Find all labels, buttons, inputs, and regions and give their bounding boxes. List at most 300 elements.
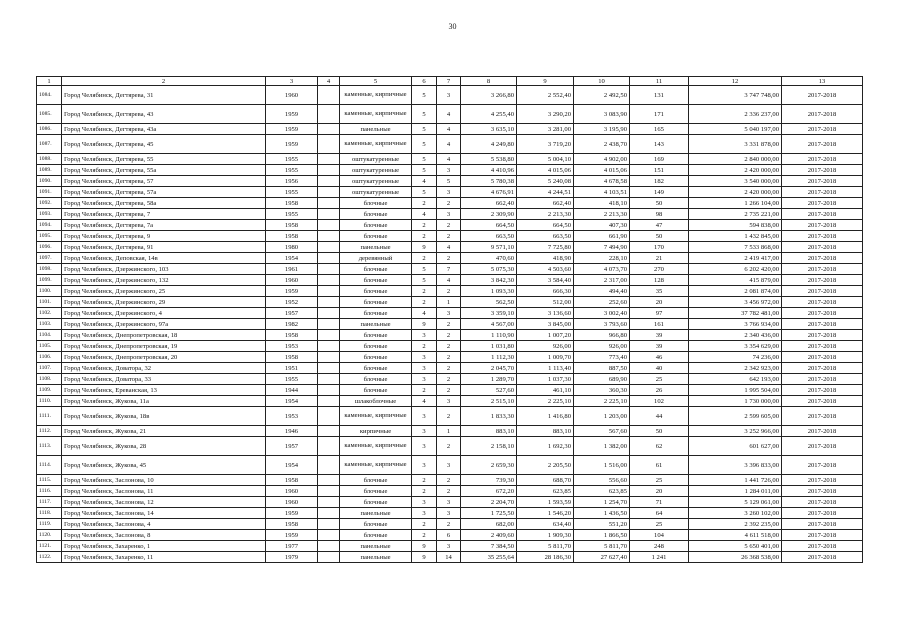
residents-cell: 165	[630, 124, 689, 135]
blank-col-4-cell	[318, 363, 340, 374]
wall-material-cell: блочные	[340, 385, 412, 396]
wall-material-cell: панельные	[340, 242, 412, 253]
repair-period-cell: 2017-2018	[782, 552, 863, 563]
living-area-cell: 2 552,40	[517, 86, 574, 105]
repair-period-cell: 2017-2018	[782, 341, 863, 352]
row-number-cell: 1121.	[37, 541, 62, 552]
blank-col-4-cell	[318, 352, 340, 363]
residents-cell: 50	[630, 198, 689, 209]
row-number-cell: 1100.	[37, 286, 62, 297]
entrances-cell: 2	[437, 341, 461, 352]
wall-material-cell: блочные	[340, 220, 412, 231]
repair-period-cell: 2017-2018	[782, 86, 863, 105]
address-cell: Город Челябинск, Заслонова, 8	[62, 530, 266, 541]
table-row	[37, 486, 863, 497]
row-number-cell: 1092.	[37, 198, 62, 209]
year-built-cell: 1955	[266, 154, 318, 165]
repair-period-cell: 2017-2018	[782, 330, 863, 341]
address-cell: Город Челябинск, Дзержинского, 4	[62, 308, 266, 319]
total-area-cell: 672,20	[461, 486, 517, 497]
blank-col-4-cell	[318, 396, 340, 407]
row-number-cell: 1085.	[37, 105, 62, 124]
row-number-cell: 1115.	[37, 475, 62, 486]
floors-cell: 2	[412, 297, 437, 308]
entrances-cell: 2	[437, 486, 461, 497]
living-area-cell: 5 004,10	[517, 154, 574, 165]
repair-period-cell: 2017-2018	[782, 135, 863, 154]
wall-material-cell: блочные	[340, 231, 412, 242]
year-built-cell: 1944	[266, 385, 318, 396]
column-header-12: 12	[689, 77, 782, 86]
entrances-cell: 3	[437, 456, 461, 475]
repair-period-cell: 2017-2018	[782, 286, 863, 297]
year-built-cell: 1959	[266, 508, 318, 519]
living-area-cell: 666,30	[517, 286, 574, 297]
entrances-cell: 2	[437, 407, 461, 426]
repair-cost-cell: 1 284 011,00	[689, 486, 782, 497]
repair-period-cell: 2017-2018	[782, 426, 863, 437]
entrances-cell: 3	[437, 165, 461, 176]
residential-area-cell: 1 866,50	[574, 530, 630, 541]
repair-cost-cell: 7 533 868,00	[689, 242, 782, 253]
blank-col-4-cell	[318, 341, 340, 352]
row-number-cell: 1103.	[37, 319, 62, 330]
row-number-cell: 1098.	[37, 264, 62, 275]
year-built-cell: 1954	[266, 253, 318, 264]
residential-area-cell: 1 516,00	[574, 456, 630, 475]
table-row	[37, 341, 863, 352]
repair-cost-cell: 2 420 000,00	[689, 187, 782, 198]
living-area-cell: 4 015,06	[517, 165, 574, 176]
floors-cell: 5	[412, 154, 437, 165]
floors-cell: 5	[412, 135, 437, 154]
address-cell: Город Челябинск, Доватора, 33	[62, 374, 266, 385]
repair-period-cell: 2017-2018	[782, 407, 863, 426]
wall-material-cell: блочные	[340, 330, 412, 341]
row-number-cell: 1109.	[37, 385, 62, 396]
living-area-cell: 2 225,10	[517, 396, 574, 407]
residential-area-cell: 252,60	[574, 297, 630, 308]
address-cell: Город Челябинск, Жукова, 28	[62, 437, 266, 456]
table-row	[37, 541, 863, 552]
blank-col-4-cell	[318, 198, 340, 209]
entrances-cell: 3	[437, 86, 461, 105]
residents-cell: 61	[630, 456, 689, 475]
residential-area-cell: 27 627,40	[574, 552, 630, 563]
living-area-cell: 28 186,30	[517, 552, 574, 563]
repair-period-cell: 2017-2018	[782, 231, 863, 242]
total-area-cell: 562,50	[461, 297, 517, 308]
row-number-cell: 1112.	[37, 426, 62, 437]
year-built-cell: 1958	[266, 198, 318, 209]
repair-period-cell: 2017-2018	[782, 154, 863, 165]
residents-cell: 98	[630, 209, 689, 220]
repair-period-cell: 2017-2018	[782, 374, 863, 385]
repair-cost-cell: 5 129 061,00	[689, 497, 782, 508]
blank-col-4-cell	[318, 508, 340, 519]
table-row	[37, 297, 863, 308]
residential-area-cell: 4 902,00	[574, 154, 630, 165]
wall-material-cell: блочные	[340, 275, 412, 286]
total-area-cell: 4 567,00	[461, 319, 517, 330]
repair-period-cell: 2017-2018	[782, 508, 863, 519]
floors-cell: 2	[412, 519, 437, 530]
repair-cost-cell: 3 396 833,00	[689, 456, 782, 475]
year-built-cell: 1959	[266, 286, 318, 297]
column-header-11: 11	[630, 77, 689, 86]
floors-cell: 3	[412, 456, 437, 475]
wall-material-cell: блочные	[340, 519, 412, 530]
address-cell: Город Челябинск, Дегтярева, 31	[62, 86, 266, 105]
blank-col-4-cell	[318, 437, 340, 456]
row-number-cell: 1104.	[37, 330, 62, 341]
residential-area-cell: 360,30	[574, 385, 630, 396]
year-built-cell: 1960	[266, 86, 318, 105]
wall-material-cell: каменные, кирпичные	[340, 105, 412, 124]
living-area-cell: 5 811,70	[517, 541, 574, 552]
total-area-cell: 4 676,91	[461, 187, 517, 198]
row-number-cell: 1120.	[37, 530, 62, 541]
repair-period-cell: 2017-2018	[782, 352, 863, 363]
living-area-cell: 3 719,20	[517, 135, 574, 154]
residents-cell: 25	[630, 374, 689, 385]
address-cell: Город Челябинск, Ереванская, 13	[62, 385, 266, 396]
floors-cell: 3	[412, 508, 437, 519]
total-area-cell: 527,60	[461, 385, 517, 396]
total-area-cell: 1 093,30	[461, 286, 517, 297]
year-built-cell: 1959	[266, 105, 318, 124]
address-cell: Город Челябинск, Дегтярева, 7	[62, 209, 266, 220]
repair-cost-cell: 6 202 420,00	[689, 264, 782, 275]
column-header-8: 8	[461, 77, 517, 86]
residential-area-cell: 966,80	[574, 330, 630, 341]
repair-cost-cell: 3 354 629,00	[689, 341, 782, 352]
table-row	[37, 253, 863, 264]
total-area-cell: 2 515,10	[461, 396, 517, 407]
residential-area-cell: 1 254,70	[574, 497, 630, 508]
residents-cell: 46	[630, 352, 689, 363]
table-row	[37, 385, 863, 396]
repair-cost-cell: 1 266 104,00	[689, 198, 782, 209]
wall-material-cell: панельные	[340, 541, 412, 552]
year-built-cell: 1959	[266, 530, 318, 541]
year-built-cell: 1977	[266, 541, 318, 552]
year-built-cell: 1955	[266, 165, 318, 176]
total-area-cell: 3 359,10	[461, 308, 517, 319]
blank-col-4-cell	[318, 541, 340, 552]
total-area-cell: 663,50	[461, 231, 517, 242]
row-number-cell: 1117.	[37, 497, 62, 508]
residential-area-cell: 689,90	[574, 374, 630, 385]
residents-cell: 47	[630, 220, 689, 231]
residential-area-cell: 7 494,90	[574, 242, 630, 253]
address-cell: Город Челябинск, Дегтярева, 57а	[62, 187, 266, 198]
entrances-cell: 2	[437, 220, 461, 231]
total-area-cell: 7 384,50	[461, 541, 517, 552]
floors-cell: 2	[412, 530, 437, 541]
total-area-cell: 1 289,70	[461, 374, 517, 385]
address-cell: Город Челябинск, Дзержинского, 25	[62, 286, 266, 297]
wall-material-cell: каменные, кирпичные	[340, 86, 412, 105]
address-cell: Город Челябинск, Днепропетровская, 20	[62, 352, 266, 363]
entrances-cell: 2	[437, 437, 461, 456]
address-cell: Город Челябинск, Жукова, 45	[62, 456, 266, 475]
repair-period-cell: 2017-2018	[782, 456, 863, 475]
living-area-cell: 1 113,40	[517, 363, 574, 374]
header-row	[37, 77, 863, 86]
row-number-cell: 1084.	[37, 86, 62, 105]
row-number-cell: 1105.	[37, 341, 62, 352]
repair-cost-cell: 594 838,00	[689, 220, 782, 231]
year-built-cell: 1959	[266, 135, 318, 154]
entrances-cell: 5	[437, 176, 461, 187]
address-cell: Город Челябинск, Дзержинского, 97а	[62, 319, 266, 330]
repair-period-cell: 2017-2018	[782, 297, 863, 308]
total-area-cell: 2 659,30	[461, 456, 517, 475]
year-built-cell: 1958	[266, 475, 318, 486]
year-built-cell: 1961	[266, 264, 318, 275]
residential-area-cell: 556,60	[574, 475, 630, 486]
living-area-cell: 1 546,20	[517, 508, 574, 519]
living-area-cell: 4 244,51	[517, 187, 574, 198]
wall-material-cell: деревянный	[340, 253, 412, 264]
column-header-13: 13	[782, 77, 863, 86]
table-row	[37, 242, 863, 253]
wall-material-cell: панельные	[340, 508, 412, 519]
repair-period-cell: 2017-2018	[782, 437, 863, 456]
wall-material-cell: панельные	[340, 319, 412, 330]
table-row	[37, 426, 863, 437]
residents-cell: 21	[630, 253, 689, 264]
address-cell: Город Челябинск, Жукова, 18в	[62, 407, 266, 426]
total-area-cell: 35 255,64	[461, 552, 517, 563]
row-number-cell: 1111.	[37, 407, 62, 426]
entrances-cell: 2	[437, 363, 461, 374]
wall-material-cell: блочные	[340, 475, 412, 486]
blank-col-4-cell	[318, 426, 340, 437]
floors-cell: 5	[412, 264, 437, 275]
residential-area-cell: 773,40	[574, 352, 630, 363]
year-built-cell: 1951	[266, 363, 318, 374]
repair-cost-cell: 2 392 235,00	[689, 519, 782, 530]
residents-cell: 20	[630, 486, 689, 497]
year-built-cell: 1958	[266, 330, 318, 341]
blank-col-4-cell	[318, 154, 340, 165]
blank-col-4-cell	[318, 286, 340, 297]
total-area-cell: 682,00	[461, 519, 517, 530]
repair-period-cell: 2017-2018	[782, 176, 863, 187]
floors-cell: 3	[412, 363, 437, 374]
living-area-cell: 634,40	[517, 519, 574, 530]
total-area-cell: 664,50	[461, 220, 517, 231]
wall-material-cell: блочные	[340, 286, 412, 297]
blank-col-4-cell	[318, 297, 340, 308]
table-row	[37, 231, 863, 242]
repair-cost-cell: 2 419 417,00	[689, 253, 782, 264]
year-built-cell: 1958	[266, 352, 318, 363]
total-area-cell: 2 158,10	[461, 437, 517, 456]
repair-cost-cell: 642 193,00	[689, 374, 782, 385]
total-area-cell: 662,40	[461, 198, 517, 209]
floors-cell: 4	[412, 176, 437, 187]
floors-cell: 5	[412, 165, 437, 176]
table-row	[37, 530, 863, 541]
entrances-cell: 3	[437, 396, 461, 407]
row-number-cell: 1106.	[37, 352, 62, 363]
entrances-cell: 4	[437, 242, 461, 253]
row-number-cell: 1114.	[37, 456, 62, 475]
blank-col-4-cell	[318, 374, 340, 385]
floors-cell: 2	[412, 220, 437, 231]
living-area-cell: 1 909,30	[517, 530, 574, 541]
column-header-9: 9	[517, 77, 574, 86]
wall-material-cell: каменные, кирпичные	[340, 437, 412, 456]
table-row	[37, 508, 863, 519]
residential-area-cell: 551,20	[574, 519, 630, 530]
entrances-cell: 2	[437, 385, 461, 396]
row-number-cell: 1113.	[37, 437, 62, 456]
residents-cell: 182	[630, 176, 689, 187]
address-cell: Город Челябинск, Дегтярева, 57	[62, 176, 266, 187]
residents-cell: 39	[630, 330, 689, 341]
address-cell: Город Челябинск, Жукова, 11а	[62, 396, 266, 407]
living-area-cell: 5 240,08	[517, 176, 574, 187]
residential-area-cell: 228,10	[574, 253, 630, 264]
address-cell: Город Челябинск, Днепропетровская, 19	[62, 341, 266, 352]
blank-col-4-cell	[318, 264, 340, 275]
row-number-cell: 1099.	[37, 275, 62, 286]
entrances-cell: 2	[437, 475, 461, 486]
repair-period-cell: 2017-2018	[782, 396, 863, 407]
repair-period-cell: 2017-2018	[782, 209, 863, 220]
entrances-cell: 3	[437, 308, 461, 319]
year-built-cell: 1960	[266, 486, 318, 497]
table-row	[37, 319, 863, 330]
floors-cell: 4	[412, 396, 437, 407]
row-number-cell: 1101.	[37, 297, 62, 308]
total-area-cell: 2 309,90	[461, 209, 517, 220]
living-area-cell: 663,50	[517, 231, 574, 242]
total-area-cell: 3 266,80	[461, 86, 517, 105]
repair-period-cell: 2017-2018	[782, 220, 863, 231]
table-row	[37, 308, 863, 319]
entrances-cell: 4	[437, 154, 461, 165]
floors-cell: 2	[412, 341, 437, 352]
repair-cost-cell: 3 252 966,00	[689, 426, 782, 437]
living-area-cell: 926,00	[517, 341, 574, 352]
blank-col-4-cell	[318, 519, 340, 530]
address-cell: Город Челябинск, Захаренко, 11	[62, 552, 266, 563]
residential-area-cell: 418,10	[574, 198, 630, 209]
repair-period-cell: 2017-2018	[782, 264, 863, 275]
residential-area-cell: 4 073,70	[574, 264, 630, 275]
blank-col-4-cell	[318, 319, 340, 330]
residential-area-cell: 4 678,58	[574, 176, 630, 187]
table-row	[37, 456, 863, 475]
year-built-cell: 1958	[266, 220, 318, 231]
address-cell: Город Челябинск, Заслонова, 12	[62, 497, 266, 508]
wall-material-cell: оштукатуренные	[340, 176, 412, 187]
entrances-cell: 2	[437, 286, 461, 297]
table-row	[37, 374, 863, 385]
address-cell: Город Челябинск, Доватора, 32	[62, 363, 266, 374]
row-number-cell: 1090.	[37, 176, 62, 187]
wall-material-cell: блочные	[340, 341, 412, 352]
residential-area-cell: 1 382,00	[574, 437, 630, 456]
row-number-cell: 1086.	[37, 124, 62, 135]
repair-cost-cell: 2 420 000,00	[689, 165, 782, 176]
wall-material-cell: блочные	[340, 308, 412, 319]
living-area-cell: 3 281,00	[517, 124, 574, 135]
column-header-3: 3	[266, 77, 318, 86]
blank-col-4-cell	[318, 135, 340, 154]
row-number-cell: 1089.	[37, 165, 62, 176]
year-built-cell: 1979	[266, 552, 318, 563]
total-area-cell: 2 409,60	[461, 530, 517, 541]
wall-material-cell: блочные	[340, 530, 412, 541]
address-cell: Город Челябинск, Дегтярева, 7а	[62, 220, 266, 231]
row-number-cell: 1110.	[37, 396, 62, 407]
residents-cell: 270	[630, 264, 689, 275]
column-header-4: 4	[318, 77, 340, 86]
total-area-cell: 5 780,38	[461, 176, 517, 187]
repair-period-cell: 2017-2018	[782, 541, 863, 552]
blank-col-4-cell	[318, 220, 340, 231]
wall-material-cell: каменные, кирпичные	[340, 456, 412, 475]
living-area-cell: 3 584,40	[517, 275, 574, 286]
repair-cost-cell: 74 236,00	[689, 352, 782, 363]
living-area-cell: 623,85	[517, 486, 574, 497]
entrances-cell: 3	[437, 209, 461, 220]
column-header-10: 10	[574, 77, 630, 86]
residential-area-cell: 2 438,70	[574, 135, 630, 154]
residential-area-cell: 926,00	[574, 341, 630, 352]
residents-cell: 149	[630, 187, 689, 198]
total-area-cell: 1 110,90	[461, 330, 517, 341]
blank-col-4-cell	[318, 165, 340, 176]
living-area-cell: 3 136,60	[517, 308, 574, 319]
repair-period-cell: 2017-2018	[782, 187, 863, 198]
floors-cell: 3	[412, 437, 437, 456]
residents-cell: 26	[630, 385, 689, 396]
floors-cell: 2	[412, 286, 437, 297]
floors-cell: 4	[412, 209, 437, 220]
entrances-cell: 4	[437, 124, 461, 135]
repair-cost-cell: 415 879,00	[689, 275, 782, 286]
floors-cell: 2	[412, 385, 437, 396]
residents-cell: 25	[630, 475, 689, 486]
total-area-cell: 1 112,30	[461, 352, 517, 363]
address-cell: Город Челябинск, Деповская, 14в	[62, 253, 266, 264]
residents-cell: 1 241	[630, 552, 689, 563]
entrances-cell: 2	[437, 198, 461, 209]
residential-area-cell: 3 083,90	[574, 105, 630, 124]
floors-cell: 2	[412, 253, 437, 264]
blank-col-4-cell	[318, 124, 340, 135]
table-row	[37, 154, 863, 165]
residents-cell: 64	[630, 508, 689, 519]
table-row	[37, 275, 863, 286]
living-area-cell: 1 009,70	[517, 352, 574, 363]
blank-col-4-cell	[318, 209, 340, 220]
address-cell: Город Челябинск, Заслонова, 4	[62, 519, 266, 530]
floors-cell: 3	[412, 497, 437, 508]
row-number-cell: 1102.	[37, 308, 62, 319]
residents-cell: 169	[630, 154, 689, 165]
table-row	[37, 176, 863, 187]
wall-material-cell: оштукатуренные	[340, 154, 412, 165]
repair-cost-cell: 601 627,00	[689, 437, 782, 456]
